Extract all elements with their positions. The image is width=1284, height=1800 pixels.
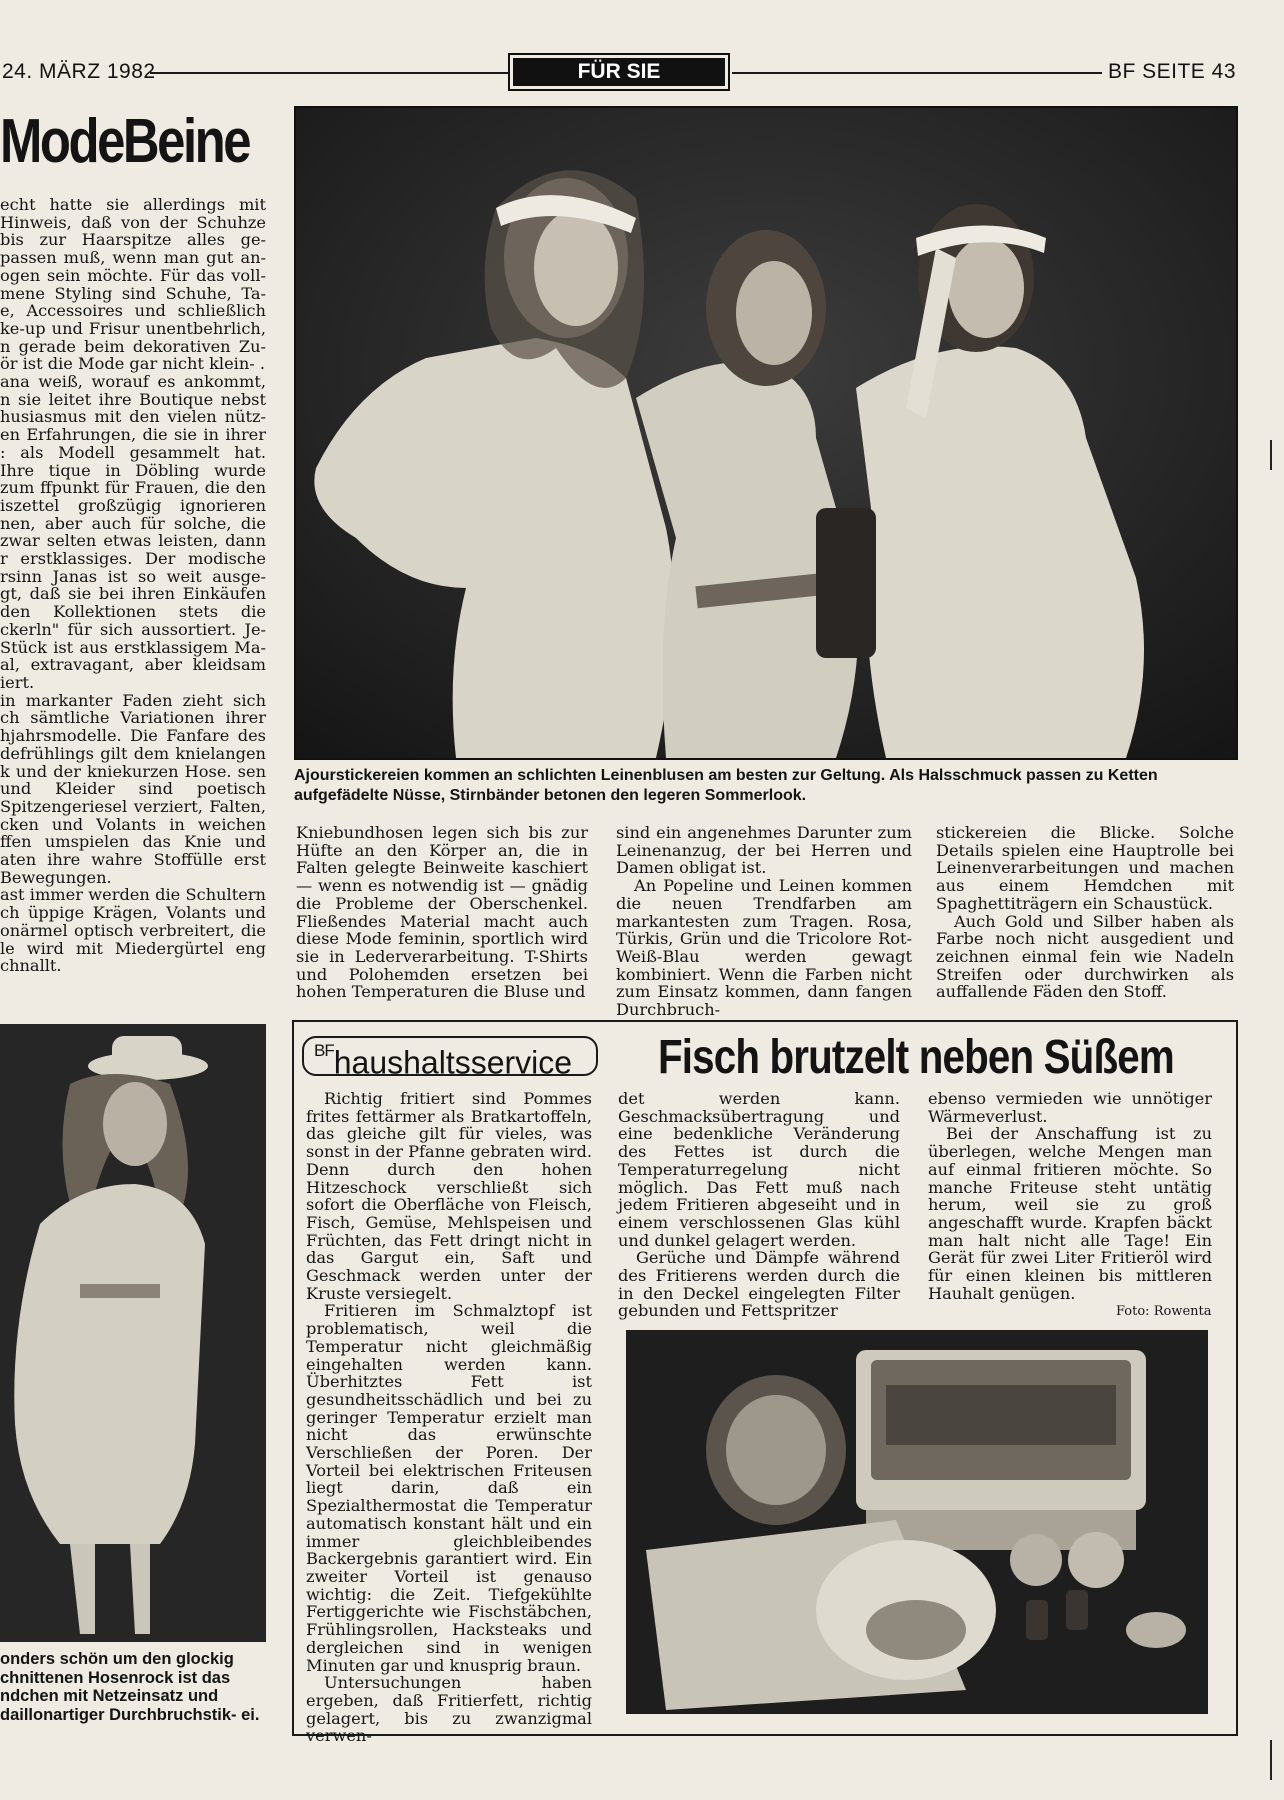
photo-illustration xyxy=(0,1024,266,1642)
paragraph: in markanter Faden zieht sich ch sämtliche Variationen ihrer hjahrsmodelle. Die Fanfare des defrühlings gilt dem knielangen k und der kniekurzen Hose. sen und Kleider sind poetisch Spitzengeriesel verziert, Falten, cken und Volants in weichen ffen umspielen das Knie und aten ihre wahre Stoffülle erst Bewegungen. xyxy=(0,690,266,887)
text-column-3 xyxy=(616,824,912,1019)
section-label: FÜR SIE xyxy=(513,58,725,86)
paragraph: Bei der Anschaffung ist zu überlegen, welche Mengen man auf einmal fritieren möchte. So manche Friteuse steht untätig herum, weil sie zu groß angeschafft wurde. Krapfen bäckt man halt nicht alle Tage! Ein Gerät für zwei Liter Fritieröl wird für einen kleinen bis mittleren Hauhalt genügen. xyxy=(928,1124,1212,1303)
paragraph: Untersuchungen haben ergeben, daß Fritierfett, richtig gelagert, bis zu zwanzigmal verwen- xyxy=(306,1673,592,1746)
photo-illustration xyxy=(626,1330,1208,1714)
text-column-4 xyxy=(936,824,1234,1001)
margin-mark xyxy=(1270,440,1272,470)
paragraph: Fritieren im Schmalztopf ist problematisch, weil die Temperatur nicht gleichmäßig eingehalten werden kann. Überhitztes Fett ist gesundheitsschädlich und bei zu geringer Temperatur erzielt man nicht das erwünschte Verschließen der Poren. Der Vorteil bei elektrischen Friteusen liegt darin, daß ein Spezialthermostat die Temperatur automatisch konstant hält und ein immer gleichbleibendes Backergebnis garantiert wird. Ein zweiter Vorteil ist genauso wichtig: die Zeit. Tiefgekühlte Fertiggerichte wie Fischstäbchen, Frühlingsrollen, Hacksteaks und dergleichen sind in wenigen Minuten gar und knusprig braun. xyxy=(306,1301,592,1675)
paragraph: det werden kann. Geschmacksübertragung und eine bedenkliche Veränderung des Fettes ist durch die Temperaturregelung nicht möglich. Das Fett muß nach jedem Fritieren abgeseiht und in einem verschlossenen Glas kühl und dunkel gelagert werden. xyxy=(618,1089,900,1250)
header-rule-left xyxy=(150,72,508,74)
text-column-2 xyxy=(296,824,588,1001)
haushalt-column-2 xyxy=(618,1090,900,1320)
haushalt-column-3 xyxy=(928,1090,1212,1302)
paragraph: stickereien die Blicke. Solche Details spielen eine Hauptrolle bei Leinenverarbeitungen und machen aus einem Hemdchen mit Spaghettiträgern ein Schaustück. xyxy=(936,823,1234,913)
page-number: BF SEITE 43 xyxy=(1107,60,1236,83)
haushalt-headline: Fisch brutzelt neben Süßem xyxy=(658,1031,1174,1084)
paragraph: echt hatte sie allerdings mit Hinweis, daß von der Schuhze bis zur Haarspitze alles ge- passen muß, wenn man gut an- ogen sein möchte. Für das voll- mene Styling sind Schuhe, Ta- e, Accessoires und schließlich ke-up und Frisur unentbehrlich, n gerade beim dekorativen Zu- ör ist die Mode gar nicht klein- . xyxy=(0,196,266,374)
paragraph: sind ein angenehmes Darunter zum Leinenanzug, der bei Herren und Damen obligat ist. xyxy=(616,823,912,878)
logo-text: haushaltsservice xyxy=(333,1044,573,1081)
main-photo-three-women xyxy=(294,106,1238,760)
paragraph: ast immer werden die Schultern ch üppige Krägen, Volants und onärmel optisch verbreitert, die le wird mit Miedergürtel eng chnallt. xyxy=(0,885,266,976)
paragraph: Auch Gold und Silber haben als Farbe noch nicht ausgedient und zeichnen einmal fein wie Nadeln Streifen oder durchwirken als auffallende Fäden den Stoff. xyxy=(936,911,1234,1002)
paragraph: Richtig fritiert sind Pommes frites fettärmer als Bratkartoffeln, das gleiche gilt für vieles, was sonst in der Pfanne gebraten wird. Denn durch den hohen Hitzeschock verschließt sich sofort die Oberfläche von Fleisch, Fisch, Gemüse, Mehlspeisen und Früchten, das Fett dringt nicht in das Gargut ein, Saft und Geschmack werden unter der Kruste versiegelt. xyxy=(306,1089,592,1303)
side-photo-caption: onders schön um den glockig chnittenen Hosenrock ist das ndchen mit Netzeinsatz und daillonartiger Durchbruchstik- ei. xyxy=(0,1650,260,1724)
paragraph: Kniebundhosen legen sich bis zur Hüfte an den Körper an, die in Falten gelegte Beinweite kaschiert — wenn es notwendig ist — gnädig die Probleme der Oberschenkel. Fließendes Material macht auch diese Mode feminin, sportlich wird sie in Lederverarbeitung. T-Shirts und Polohemden ersetzen bei hohen Temperaturen die Bluse und xyxy=(296,823,588,1002)
side-photo-woman-in-hat xyxy=(0,1024,266,1642)
haushalt-column-1 xyxy=(306,1090,592,1745)
fryer-photo xyxy=(626,1330,1208,1714)
article-headline: ModeBeine xyxy=(0,107,250,176)
paragraph: ana weiß, worauf es ankommt, n sie leitet ihre Boutique nebst husiasmus mit den vielen nütz- en Erfahrungen, die sie in ihrer : als Modell gesammelt hat. Ihre tique in Döbling wurde zum ffpunkt für Frauen, die den iszettel großzügig ignorieren nen, aber auch für solche, die zwar selten etwas leisten, dann r erstklassiges. Der modische rsinn Janas ist so weit ausge- gt, daß sie bei ihren Einkäufen den Kollektionen stets die ckerln" für sich aussortiert. Je- Stück ist aus erstklassigem Ma- al, extravagant, aber kleidsam iert. xyxy=(0,372,266,692)
haushaltsservice-logo xyxy=(302,1036,598,1081)
paragraph: An Popeline und Leinen kommen die neuen Trendfarben am markantesten zum Tragen. Rosa, Türkis, Grün und die Tricolore Rot-Weiß-Blau werden gewagt kombiniert. Wenn die Farben nicht zum Einsatz kommen, dann fangen Durchbruch- xyxy=(616,876,912,1020)
main-photo-caption: Ajourstickereien kommen an schlichten Leinenblusen am besten zur Geltung. Als Halsschmuck passen zu Ketten aufgefädelte Nüsse, Stirnbänder betonen den legeren Sommerlook. xyxy=(294,767,1158,804)
paragraph: Gerüche und Dämpfe während des Fritierens werden durch die in den Deckel eingelegten Filter gebunden und Fettspritzer xyxy=(618,1248,900,1321)
header-rule-right xyxy=(732,72,1102,74)
photo-illustration xyxy=(296,108,1236,758)
margin-mark xyxy=(1270,1740,1272,1780)
logo-prefix: BF xyxy=(314,1041,334,1060)
photo-credit: Foto: Rowenta xyxy=(1116,1304,1212,1319)
left-text-column xyxy=(0,196,266,1002)
paragraph: ebenso vermieden wie unnötiger Wärmeverlust. xyxy=(928,1089,1212,1126)
header-date: 24. MÄRZ 1982 xyxy=(2,60,156,83)
